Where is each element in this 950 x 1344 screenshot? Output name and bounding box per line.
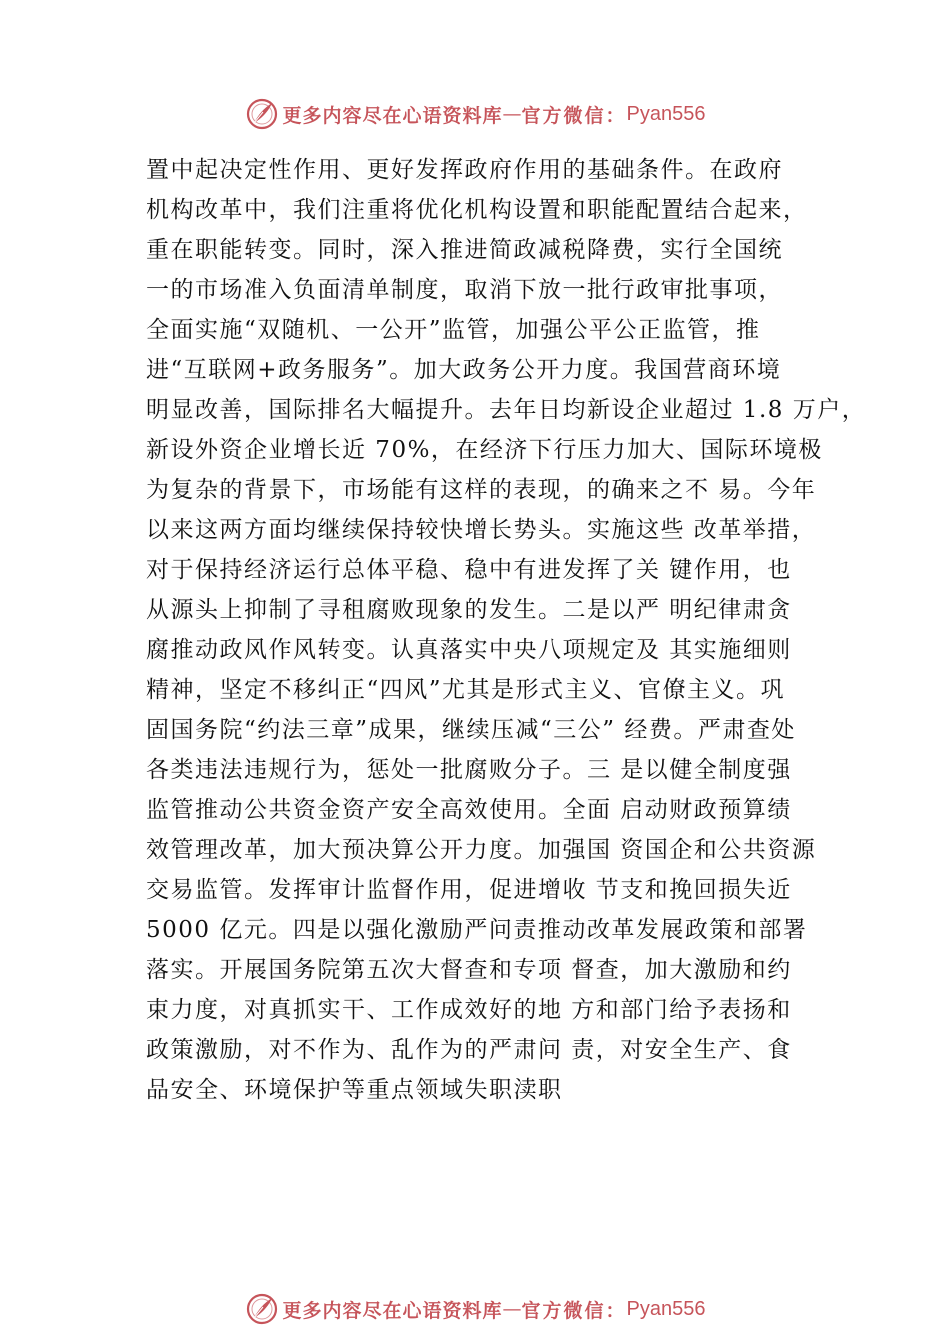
feather-pen-logo-icon [245, 97, 279, 131]
body-line: 全面实施“双随机、一公开”监管，加强公平公正监管，推 [146, 317, 761, 343]
body-line: 一的市场准入负面清单制度，取消下放一批行政审批事项， [146, 277, 783, 303]
body-line: 对于保持经济运行总体平稳、稳中有进发挥了关 键作用，也 [146, 557, 792, 583]
body-line: 各类违法违规行为，惩处一批腐败分子。三 是以健全制度强 [146, 757, 792, 783]
document-body [146, 150, 867, 1110]
body-line: 以来这两方面均继续保持较快增长势头。实施这些 改革举措， [146, 517, 817, 543]
body-line: 进“互联网+政务服务”。加大政务公开力度。我国营商环境 [146, 357, 782, 383]
body-line: 新设外资企业增长近 70%，在经济下行压力加大、国际环境极 [146, 437, 823, 463]
feather-pen-logo-icon [245, 1292, 279, 1326]
body-line: 政策激励，对不作为、乱作为的严肃问 责，对安全生产、食 [146, 1037, 792, 1063]
body-line: 从源头上抑制了寻租腐败现象的发生。二是以严 明纪律肃贪 [146, 597, 792, 623]
body-line: 置中起决定性作用、更好发挥政府作用的基础条件。在政府 [146, 157, 783, 183]
header-banner-dash: — [502, 103, 522, 125]
footer-wechat-id: Pyan556 [626, 1297, 706, 1320]
body-line: 5000 亿元。四是以强化激励严问责推动改革发展政策和部署 [146, 917, 808, 943]
header-banner-title: 更多内容尽在心语资料库 [282, 104, 503, 127]
body-line: 机构改革中，我们注重将优化机构设置和职能配置结合起来， [146, 197, 808, 223]
body-line: 落实。开展国务院第五次大督查和专项 督查，加大激励和约 [146, 957, 792, 983]
footer-wechat-label: 官方微信： [521, 1299, 627, 1322]
body-line: 精神，坚定不移纠正“四风”尤其是形式主义、官僚主义。巩 [146, 677, 786, 703]
header-banner [0, 94, 950, 134]
body-line: 监管推动公共资金资产安全高效使用。全面 启动财政预算绩 [146, 797, 792, 823]
body-line: 腐推动政风作风转变。认真落实中央八项规定及 其实施细则 [146, 637, 792, 663]
body-line: 重在职能转变。同时，深入推进简政减税降费，实行全国统 [146, 237, 783, 263]
header-wechat-id: Pyan556 [626, 102, 706, 125]
footer-banner-dash: — [502, 1298, 522, 1320]
body-line: 明显改善，国际排名大幅提升。去年日均新设企业超过 1.8 万户， [146, 397, 867, 423]
body-line: 效管理改革，加大预决算公开力度。加强国 资国企和公共资源 [146, 837, 817, 863]
footer-banner-title: 更多内容尽在心语资料库 [282, 1299, 503, 1322]
body-line: 束力度，对真抓实干、工作成效好的地 方和部门给予表扬和 [146, 997, 792, 1023]
body-line: 固国务院“约法三章”成果，继续压减“三公” 经费。严肃查处 [146, 717, 796, 743]
body-line: 为复杂的背景下，市场能有这样的表现，的确来之不 易。今年 [146, 477, 817, 503]
body-line: 品安全、环境保护等重点领域失职渎职 [146, 1077, 563, 1103]
footer-banner [0, 1289, 950, 1329]
body-line: 交易监管。发挥审计监督作用，促进增收 节支和挽回损失近 [146, 877, 792, 903]
header-wechat-label: 官方微信： [521, 104, 627, 127]
